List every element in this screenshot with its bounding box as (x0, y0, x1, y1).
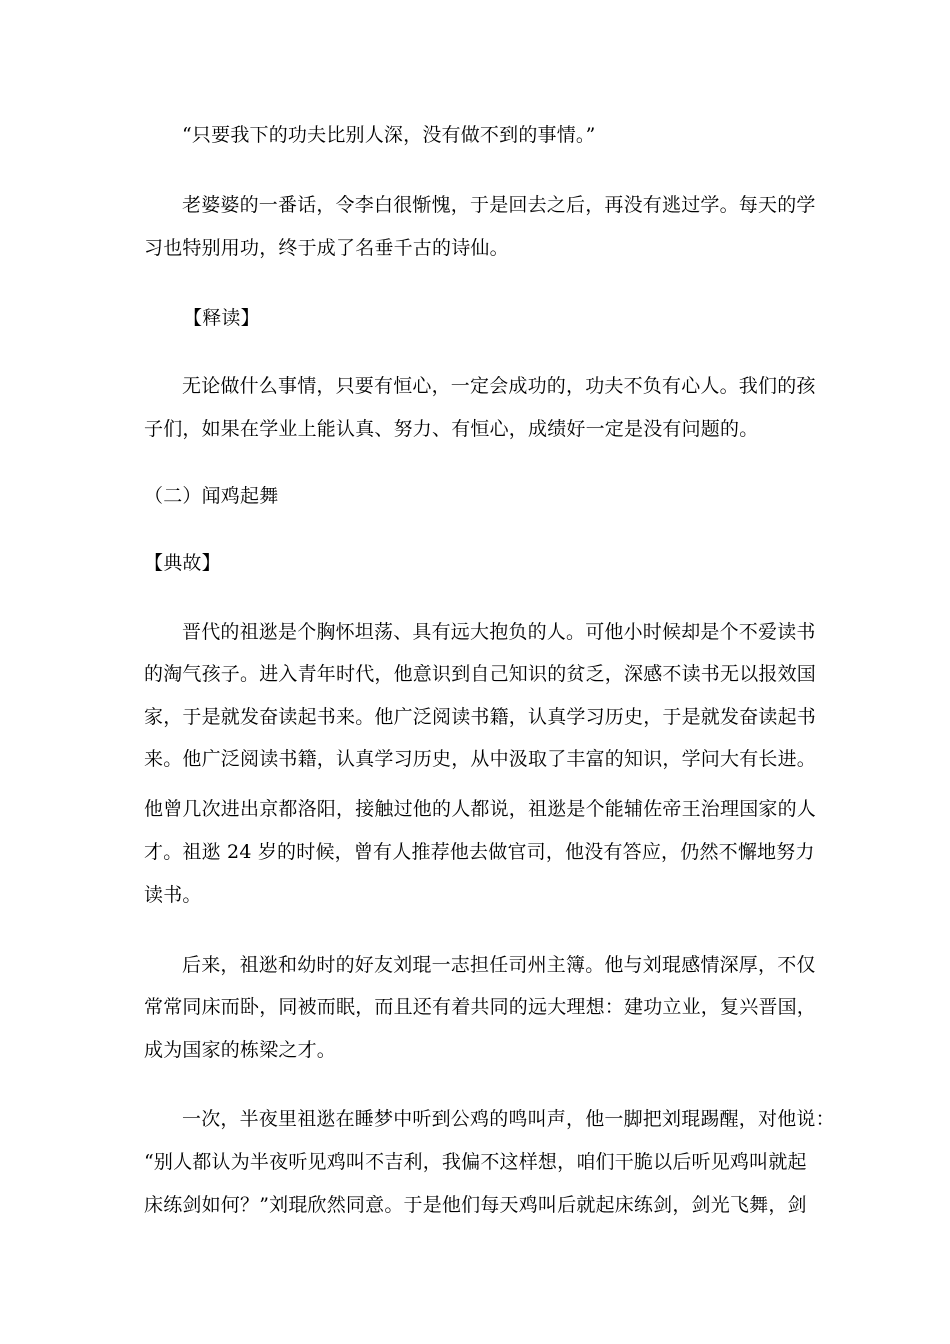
paragraph-zuti-line-1: 晋代的祖逖是个胸怀坦荡、具有远大抱负的人。可他小时候却是个不爱读书 (182, 621, 816, 643)
paragraph-later-line-3: 成为国家的栋梁之才。 (144, 1039, 337, 1061)
paragraph-explain-line-1: 无论做什么事情，只要有恒心，一定会成功的，功夫不负有心人。我们的孩 (182, 375, 816, 397)
paragraph-zuti-line-6: 才。祖逖 24 岁的时候，曾有人推荐他去做官司，他没有答应，仍然不懈地努力 (144, 841, 815, 863)
paragraph-old-woman-line-2: 习也特别用功，终于成了名垂千古的诗仙。 (144, 237, 509, 259)
paragraph-zuti-line-5: 他曾几次进出京都洛阳，接触过他的人都说，祖逖是个能辅佐帝王治理国家的人 (144, 798, 817, 820)
paragraph-zuti-line-4: 来。他广泛阅读书籍，认真学习历史，从中汲取了丰富的知识，学问大有长进。 (144, 748, 817, 770)
quote-line: “只要我下的功夫比别人深，没有做不到的事情。” (182, 124, 596, 146)
explain-heading: 【释读】 (183, 307, 260, 329)
paragraph-once-line-1: 一次，半夜里祖逖在睡梦中听到公鸡的鸣叫声，他一脚把刘琨踢醒，对他说： (182, 1108, 835, 1130)
paragraph-later-line-1: 后来，祖逖和幼时的好友刘琨一志担任司州主簿。他与刘琨感情深厚，不仅 (182, 954, 816, 976)
paragraph-once-line-2: “别人都认为半夜听见鸡叫不吉利，我偏不这样想，咱们干脆以后听见鸡叫就起 (144, 1151, 807, 1173)
paragraph-explain-line-2: 子们，如果在学业上能认真、努力、有恒心，成绩好一定是没有问题的。 (144, 418, 759, 440)
paragraph-zuti-line-3: 家，于是就发奋读起书来。他广泛阅读书籍，认真学习历史，于是就发奋读起书 (144, 706, 817, 728)
paragraph-later-line-2: 常常同床而卧，同被而眠，而且还有着共同的远大理想：建功立业，复兴晋国， (144, 996, 817, 1018)
paragraph-once-line-3: 床练剑如何？”刘琨欣然同意。于是他们每天鸡叫后就起床练剑，剑光飞舞，剑 (144, 1194, 807, 1216)
paragraph-zuti-line-2: 的淘气孩子。进入青年时代，他意识到自己知识的贫乏，深感不读书无以报效国 (144, 663, 817, 685)
allusion-heading: 【典故】 (144, 552, 221, 574)
section-title: （二）闻鸡起舞 (144, 485, 279, 507)
paragraph-zuti-line-7: 读书。 (144, 884, 202, 906)
paragraph-old-woman-line-1: 老婆婆的一番话，令李白很惭愧，于是回去之后，再没有逃过学。每天的学 (182, 194, 816, 216)
